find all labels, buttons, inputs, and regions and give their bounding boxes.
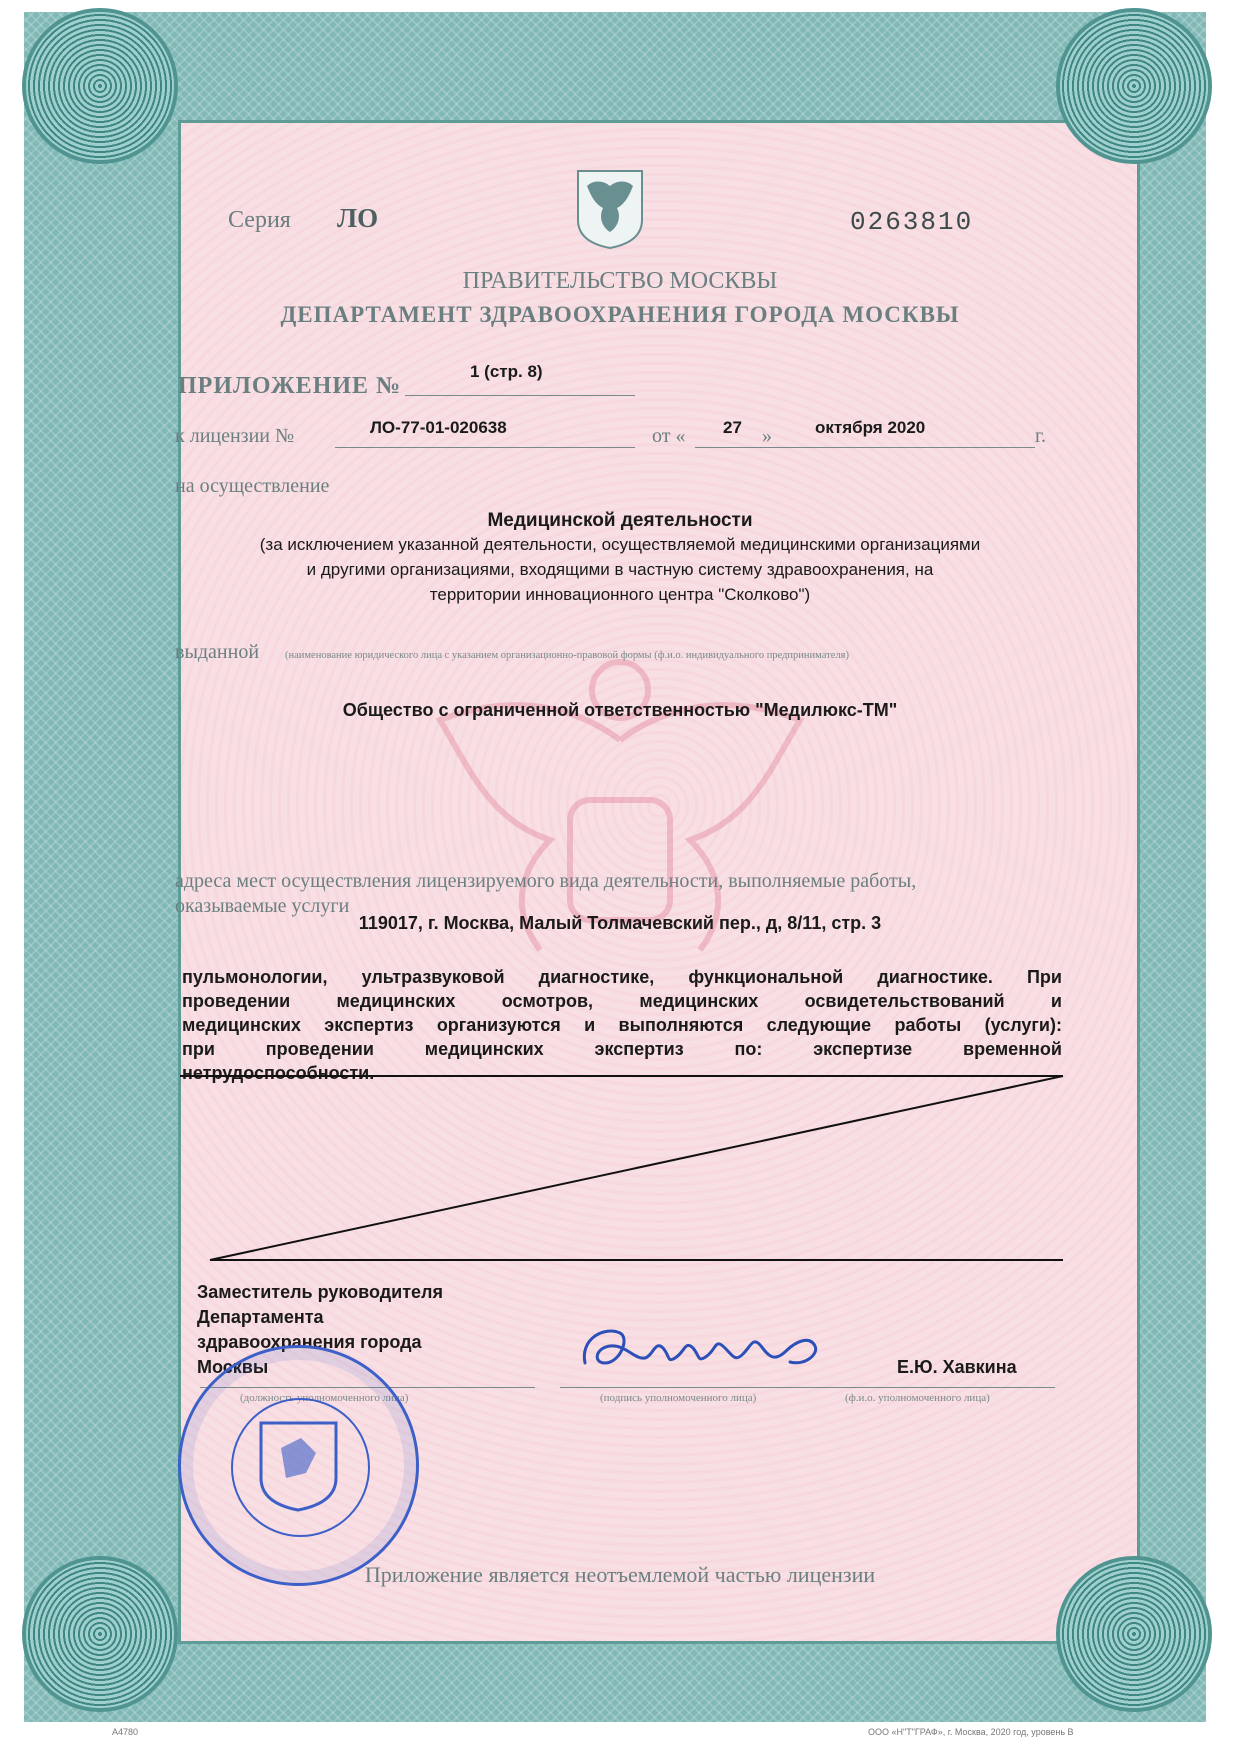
appendix-value: 1 (стр. 8) [470, 362, 543, 381]
coat-of-arms-icon [575, 168, 645, 250]
services-line-3: медицинских экспертиз организуются и выполняются следующие работы (услуги): [182, 1015, 1062, 1035]
services-line-4: при проведении медицинских экспертиз по: экспертизе временной [182, 1039, 1062, 1059]
license-label: к лицензии № [175, 425, 295, 447]
handwritten-signature [575, 1318, 845, 1383]
activity-label: на осуществление [175, 475, 330, 497]
corner-rosette-top-right [1060, 12, 1208, 160]
printer-imprint: ООО «Н"Т"ГРАФ», г. Москва, 2020 год, уровень В [868, 1727, 1074, 1737]
activity-line-2: и другими организациями, входящими в частную систему здравоохранения, на [306, 560, 934, 579]
addresses-label-line-1: адреса мест осуществления лицензируемого вида деятельности, выполняемые работы, [175, 870, 917, 892]
addresses-label-line-2: оказываемые услуги [175, 895, 350, 917]
license-date-underline [695, 447, 1035, 448]
corner-rosette-top-left [26, 12, 174, 160]
name-hint: (ф.и.о. уполномоченного лица) [845, 1392, 990, 1404]
corner-rosette-bottom-right [1060, 1560, 1208, 1708]
license-day: 27 [723, 418, 742, 437]
series-label: Серия [228, 207, 291, 233]
official-stamp [178, 1345, 419, 1586]
form-number: 0263810 [850, 207, 974, 237]
license-day-close: » [762, 425, 772, 447]
signer-position-line-1: Заместитель руководителя [197, 1282, 443, 1302]
issued-label: выданной [175, 641, 260, 663]
services-line-2: проведении медицинских осмотров, медицинских освидетельствований и [182, 991, 1062, 1011]
name-underline [830, 1387, 1055, 1388]
series-value: ЛО [337, 203, 379, 233]
department-title: ДЕПАРТАМЕНТ ЗДРАВООХРАНЕНИЯ ГОРОДА МОСКВЫ [280, 302, 960, 327]
services-line-1: пульмонологии, ультразвуковой диагностике, функциональной диагностике. При [182, 967, 1062, 987]
activity-line-3: территории инновационного центра "Сколково") [429, 585, 811, 604]
signer-position-line-2: Департамента [197, 1307, 324, 1327]
moscow-coat-of-arms-icon [256, 1418, 341, 1513]
signature-underline [560, 1387, 855, 1388]
activity-line-1: (за исключением указанной деятельности, осуществляемой медицинскими организациями [259, 535, 981, 554]
license-number: ЛО-77-01-020638 [370, 418, 507, 437]
license-year-suffix: г. [1035, 425, 1046, 447]
signer-position-line-4: Москвы [197, 1357, 269, 1377]
license-from-label: от « [652, 425, 686, 447]
form-code: А4780 [112, 1727, 139, 1737]
government-title: ПРАВИТЕЛЬСТВО МОСКВЫ [462, 268, 778, 294]
appendix-label: ПРИЛОЖЕНИЕ № [178, 373, 402, 399]
services-line-5: нетрудоспособности. [182, 1063, 375, 1083]
corner-rosette-bottom-left [26, 1560, 174, 1708]
activity-title: Медицинской деятельности [487, 510, 753, 531]
address: 119017, г. Москва, Малый Толмачевский пер., д, 8/11, стр. 3 [358, 913, 882, 933]
appendix-underline [405, 395, 635, 396]
blank-space-strike-lines [180, 1072, 1065, 1267]
appendix-note: Приложение является неотъемлемой частью лицензии [364, 1562, 876, 1587]
position-hint: (должность уполномоченного лица) [240, 1392, 409, 1404]
license-month-year: октября 2020 [815, 418, 926, 437]
license-number-underline [335, 447, 635, 448]
signature-hint: (подпись уполномоченного лица) [600, 1392, 757, 1404]
signer-name: Е.Ю. Хавкина [897, 1357, 1017, 1377]
issued-hint: (наименование юридического лица с указанием организационно-правовой формы (ф.и.о. индивидуального предпринимателя) [285, 650, 849, 661]
organization-name: Общество с ограниченной ответственностью "Медилюкс-ТМ" [342, 700, 898, 720]
signer-position-line-3: здравоохранения города [197, 1332, 422, 1352]
